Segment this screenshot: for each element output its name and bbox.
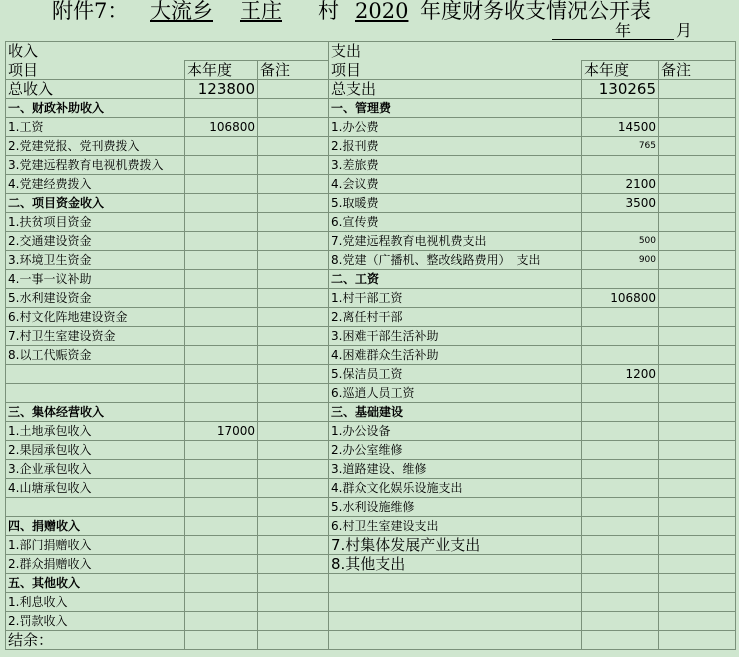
table-row bbox=[6, 308, 736, 327]
expense-value-cell: 106800 bbox=[582, 289, 659, 308]
income-item-cell: 2.罚款收入 bbox=[6, 612, 185, 631]
income-remark-cell bbox=[258, 213, 329, 232]
income-this-year-header: 本年度 bbox=[185, 61, 258, 80]
expense-remark-cell bbox=[659, 99, 736, 118]
expense-item-cell: 5.保洁员工资 bbox=[329, 365, 582, 384]
income-value-cell bbox=[185, 327, 258, 346]
expense-remark-cell bbox=[659, 593, 736, 612]
expense-value-cell bbox=[582, 156, 659, 175]
income-value-cell bbox=[185, 460, 258, 479]
income-item-cell: 1.部门捐赠收入 bbox=[6, 536, 185, 555]
expense-value-cell bbox=[582, 270, 659, 289]
expense-remark-cell bbox=[659, 403, 736, 422]
income-remark-cell bbox=[258, 194, 329, 213]
income-remark-cell bbox=[258, 365, 329, 384]
expense-value-cell: 2100 bbox=[582, 175, 659, 194]
expense-value-cell bbox=[582, 574, 659, 593]
expense-value-cell bbox=[582, 346, 659, 365]
expense-remark-cell bbox=[659, 251, 736, 270]
expense-item-cell: 1.办公设备 bbox=[329, 422, 582, 441]
income-value-cell bbox=[185, 232, 258, 251]
income-remark-cell bbox=[258, 156, 329, 175]
income-remark-cell bbox=[258, 460, 329, 479]
income-item-cell: 6.村文化阵地建设资金 bbox=[6, 308, 185, 327]
expense-value-cell bbox=[582, 441, 659, 460]
income-remark-cell bbox=[258, 593, 329, 612]
income-item-cell: 1.工资 bbox=[6, 118, 185, 137]
income-item-cell: 4.山塘承包收入 bbox=[6, 479, 185, 498]
income-remark-cell bbox=[258, 574, 329, 593]
income-value-cell bbox=[185, 156, 258, 175]
expense-item-cell: 8.党建（广播机、整改线路费用） 支出 bbox=[329, 251, 582, 270]
expense-item-cell: 7.村集体发展产业支出 bbox=[329, 536, 582, 555]
expense-remark-header: 备注 bbox=[659, 61, 736, 80]
expense-item-cell: 4.群众文化娱乐设施支出 bbox=[329, 479, 582, 498]
expense-item-cell: 2.报刊费 bbox=[329, 137, 582, 156]
expense-value-cell: 900 bbox=[582, 251, 659, 270]
income-remark-cell bbox=[258, 441, 329, 460]
expense-item-cell: 3.困难干部生活补助 bbox=[329, 327, 582, 346]
expense-item-cell: 3.差旅费 bbox=[329, 156, 582, 175]
income-item-cell: 三、集体经营收入 bbox=[6, 403, 185, 422]
income-value-cell bbox=[185, 593, 258, 612]
expense-item-cell: 三、基础建设 bbox=[329, 403, 582, 422]
income-remark-cell bbox=[258, 232, 329, 251]
income-value-cell: 123800 bbox=[185, 80, 258, 99]
table-row bbox=[6, 365, 736, 384]
income-remark-cell bbox=[258, 422, 329, 441]
expense-value-cell bbox=[582, 384, 659, 403]
table-row bbox=[6, 232, 736, 251]
income-item-cell: 五、其他收入 bbox=[6, 574, 185, 593]
income-item-cell: 总收入 bbox=[6, 80, 185, 99]
expense-value-cell: 130265 bbox=[582, 80, 659, 99]
expense-value-cell: 3500 bbox=[582, 194, 659, 213]
income-remark-cell bbox=[258, 175, 329, 194]
expense-value-cell bbox=[582, 536, 659, 555]
title-township: 大流乡 bbox=[150, 0, 213, 23]
expense-remark-cell bbox=[659, 631, 736, 650]
date-underline bbox=[552, 22, 674, 40]
expense-item-cell: 1.村干部工资 bbox=[329, 289, 582, 308]
expense-remark-cell bbox=[659, 194, 736, 213]
expense-item-cell bbox=[329, 574, 582, 593]
expense-value-cell bbox=[582, 308, 659, 327]
title-year: 2020 bbox=[355, 0, 409, 23]
expense-remark-cell bbox=[659, 441, 736, 460]
income-value-cell bbox=[185, 631, 258, 650]
income-value-cell bbox=[185, 251, 258, 270]
income-item-cell bbox=[6, 498, 185, 517]
expense-item-cell bbox=[329, 631, 582, 650]
income-value-cell bbox=[185, 137, 258, 156]
table-row bbox=[6, 612, 736, 631]
income-remark-header: 备注 bbox=[258, 61, 329, 80]
income-item-cell: 3.企业承包收入 bbox=[6, 460, 185, 479]
income-value-cell bbox=[185, 194, 258, 213]
expense-value-cell bbox=[582, 99, 659, 118]
income-remark-cell bbox=[258, 251, 329, 270]
expense-remark-cell bbox=[659, 118, 736, 137]
date-line bbox=[0, 22, 739, 41]
table-row bbox=[6, 137, 736, 156]
income-remark-cell bbox=[258, 384, 329, 403]
expense-value-cell bbox=[582, 403, 659, 422]
income-value-cell bbox=[185, 555, 258, 574]
table-row bbox=[6, 555, 736, 574]
table-row bbox=[6, 574, 736, 593]
income-value-cell bbox=[185, 574, 258, 593]
year-label: 年 bbox=[615, 21, 632, 40]
table-row bbox=[6, 194, 736, 213]
finance-table bbox=[5, 41, 736, 650]
income-remark-cell bbox=[258, 137, 329, 156]
income-value-cell bbox=[185, 384, 258, 403]
table-row bbox=[6, 270, 736, 289]
title-village-suffix: 村 bbox=[318, 0, 339, 23]
expense-value-cell bbox=[582, 555, 659, 574]
expense-remark-cell bbox=[659, 137, 736, 156]
expense-remark-cell bbox=[659, 175, 736, 194]
expense-value-cell bbox=[582, 631, 659, 650]
expense-remark-cell bbox=[659, 232, 736, 251]
expense-remark-cell bbox=[659, 574, 736, 593]
expense-remark-cell bbox=[659, 555, 736, 574]
income-value-cell bbox=[185, 175, 258, 194]
expense-remark-cell bbox=[659, 289, 736, 308]
expense-value-cell bbox=[582, 479, 659, 498]
expense-item-cell: 2.离任村干部 bbox=[329, 308, 582, 327]
income-value-cell bbox=[185, 365, 258, 384]
income-remark-cell bbox=[258, 118, 329, 137]
table-row bbox=[6, 517, 736, 536]
income-value-cell bbox=[185, 536, 258, 555]
table-row bbox=[6, 384, 736, 403]
expense-item-cell: 5.水利设施维修 bbox=[329, 498, 582, 517]
income-remark-cell bbox=[258, 270, 329, 289]
table-row bbox=[6, 327, 736, 346]
income-item-cell: 1.利息收入 bbox=[6, 593, 185, 612]
income-value-cell: 17000 bbox=[185, 422, 258, 441]
expense-value-cell: 765 bbox=[582, 137, 659, 156]
income-value-cell bbox=[185, 308, 258, 327]
expense-remark-cell bbox=[659, 308, 736, 327]
expense-remark-cell bbox=[659, 327, 736, 346]
income-remark-cell bbox=[258, 308, 329, 327]
income-item-cell: 结余： bbox=[6, 631, 185, 650]
expense-item-cell: 2.办公室维修 bbox=[329, 441, 582, 460]
expense-item-cell: 4.会议费 bbox=[329, 175, 582, 194]
income-item-cell bbox=[6, 384, 185, 403]
income-remark-cell bbox=[258, 327, 329, 346]
expense-value-cell bbox=[582, 498, 659, 517]
expense-value-cell bbox=[582, 517, 659, 536]
expense-value-cell: 1200 bbox=[582, 365, 659, 384]
income-value-cell bbox=[185, 498, 258, 517]
income-section-label: 收入 bbox=[6, 42, 329, 61]
income-item-cell: 二、项目资金收入 bbox=[6, 194, 185, 213]
expense-item-cell: 1.办公费 bbox=[329, 118, 582, 137]
table-row bbox=[6, 118, 736, 137]
table-row bbox=[6, 403, 736, 422]
expense-remark-cell bbox=[659, 365, 736, 384]
income-value-cell bbox=[185, 289, 258, 308]
income-item-cell: 7.村卫生室建设资金 bbox=[6, 327, 185, 346]
expense-remark-cell bbox=[659, 384, 736, 403]
income-item-cell: 5.水利建设资金 bbox=[6, 289, 185, 308]
table-row bbox=[6, 346, 736, 365]
expense-item-cell: 6.村卫生室建设支出 bbox=[329, 517, 582, 536]
expense-item-cell: 7.党建远程教育电视机费支出 bbox=[329, 232, 582, 251]
table-row bbox=[6, 441, 736, 460]
table-row bbox=[6, 156, 736, 175]
income-remark-cell bbox=[258, 536, 329, 555]
expense-remark-cell bbox=[659, 479, 736, 498]
income-remark-cell bbox=[258, 612, 329, 631]
income-remark-cell bbox=[258, 517, 329, 536]
table-row bbox=[6, 289, 736, 308]
expense-item-cell: 8.其他支出 bbox=[329, 555, 582, 574]
income-remark-cell bbox=[258, 403, 329, 422]
income-item-cell: 2.群众捐赠收入 bbox=[6, 555, 185, 574]
table-row bbox=[6, 251, 736, 270]
income-value-cell bbox=[185, 346, 258, 365]
expense-item-cell: 二、工资 bbox=[329, 270, 582, 289]
table-row bbox=[6, 213, 736, 232]
table-row bbox=[6, 631, 736, 650]
income-item-cell: 四、捐赠收入 bbox=[6, 517, 185, 536]
expense-remark-cell bbox=[659, 270, 736, 289]
expense-value-cell bbox=[582, 612, 659, 631]
income-item-cell: 2.党建党报、党刊费拨入 bbox=[6, 137, 185, 156]
income-item-cell: 4.党建经费拨入 bbox=[6, 175, 185, 194]
income-item-cell bbox=[6, 365, 185, 384]
expense-value-cell: 500 bbox=[582, 232, 659, 251]
title-prefix: 附件7： bbox=[52, 0, 129, 23]
income-item-cell: 1.扶贫项目资金 bbox=[6, 213, 185, 232]
column-header-row bbox=[6, 61, 736, 80]
income-remark-cell bbox=[258, 80, 329, 99]
income-value-cell bbox=[185, 517, 258, 536]
expense-remark-cell bbox=[659, 80, 736, 99]
table-row bbox=[6, 99, 736, 118]
expense-remark-cell bbox=[659, 517, 736, 536]
expense-remark-cell bbox=[659, 498, 736, 517]
month-label: 月 bbox=[676, 21, 693, 40]
income-value-cell bbox=[185, 612, 258, 631]
income-item-cell: 3.党建远程教育电视机费拨入 bbox=[6, 156, 185, 175]
table-row bbox=[6, 498, 736, 517]
income-item-cell: 3.环境卫生资金 bbox=[6, 251, 185, 270]
income-item-cell: 8.以工代赈资金 bbox=[6, 346, 185, 365]
expense-remark-cell bbox=[659, 460, 736, 479]
income-item-cell: 2.果园承包收入 bbox=[6, 441, 185, 460]
income-remark-cell bbox=[258, 479, 329, 498]
title-village: 王庄 bbox=[240, 0, 282, 23]
income-value-cell: 106800 bbox=[185, 118, 258, 137]
income-value-cell bbox=[185, 403, 258, 422]
income-remark-cell bbox=[258, 498, 329, 517]
expense-this-year-header: 本年度 bbox=[582, 61, 659, 80]
income-value-cell bbox=[185, 441, 258, 460]
expense-value-cell: 14500 bbox=[582, 118, 659, 137]
expense-value-cell bbox=[582, 593, 659, 612]
expense-item-cell bbox=[329, 612, 582, 631]
expense-item-cell: 总支出 bbox=[329, 80, 582, 99]
expense-remark-cell bbox=[659, 156, 736, 175]
expense-item-cell: 3.道路建设、维修 bbox=[329, 460, 582, 479]
income-item-cell: 4.一事一议补助 bbox=[6, 270, 185, 289]
expense-remark-cell bbox=[659, 612, 736, 631]
table-row bbox=[6, 175, 736, 194]
section-header-row bbox=[6, 42, 736, 61]
expense-item-cell: 6.巡逍人员工资 bbox=[329, 384, 582, 403]
expense-item-cell bbox=[329, 593, 582, 612]
expense-remark-cell bbox=[659, 346, 736, 365]
expense-item-cell: 一、管理费 bbox=[329, 99, 582, 118]
expense-item-cell: 4.困难群众生活补助 bbox=[329, 346, 582, 365]
expense-item-cell: 5.取暖费 bbox=[329, 194, 582, 213]
income-value-cell bbox=[185, 479, 258, 498]
income-item-cell: 2.交通建设资金 bbox=[6, 232, 185, 251]
income-remark-cell bbox=[258, 631, 329, 650]
expense-item-cell: 6.宣传费 bbox=[329, 213, 582, 232]
income-item-cell: 一、财政补助收入 bbox=[6, 99, 185, 118]
expense-section-label: 支出 bbox=[329, 42, 736, 61]
sheet-title bbox=[0, 0, 739, 22]
table-row bbox=[6, 460, 736, 479]
expense-value-cell bbox=[582, 327, 659, 346]
expense-remark-cell bbox=[659, 536, 736, 555]
expense-value-cell bbox=[582, 422, 659, 441]
table-row bbox=[6, 422, 736, 441]
income-value-cell bbox=[185, 99, 258, 118]
income-item-header: 项目 bbox=[6, 61, 185, 80]
table-row bbox=[6, 479, 736, 498]
income-remark-cell bbox=[258, 346, 329, 365]
expense-value-cell bbox=[582, 213, 659, 232]
expense-remark-cell bbox=[659, 213, 736, 232]
expense-value-cell bbox=[582, 460, 659, 479]
income-remark-cell bbox=[258, 289, 329, 308]
title-suffix: 年度财务收支情况公开表 bbox=[420, 0, 651, 23]
table-row bbox=[6, 80, 736, 99]
income-remark-cell bbox=[258, 555, 329, 574]
expense-item-header: 项目 bbox=[329, 61, 582, 80]
table-row bbox=[6, 593, 736, 612]
income-value-cell bbox=[185, 213, 258, 232]
income-item-cell: 1.土地承包收入 bbox=[6, 422, 185, 441]
income-value-cell bbox=[185, 270, 258, 289]
income-remark-cell bbox=[258, 99, 329, 118]
table-row bbox=[6, 536, 736, 555]
expense-remark-cell bbox=[659, 422, 736, 441]
